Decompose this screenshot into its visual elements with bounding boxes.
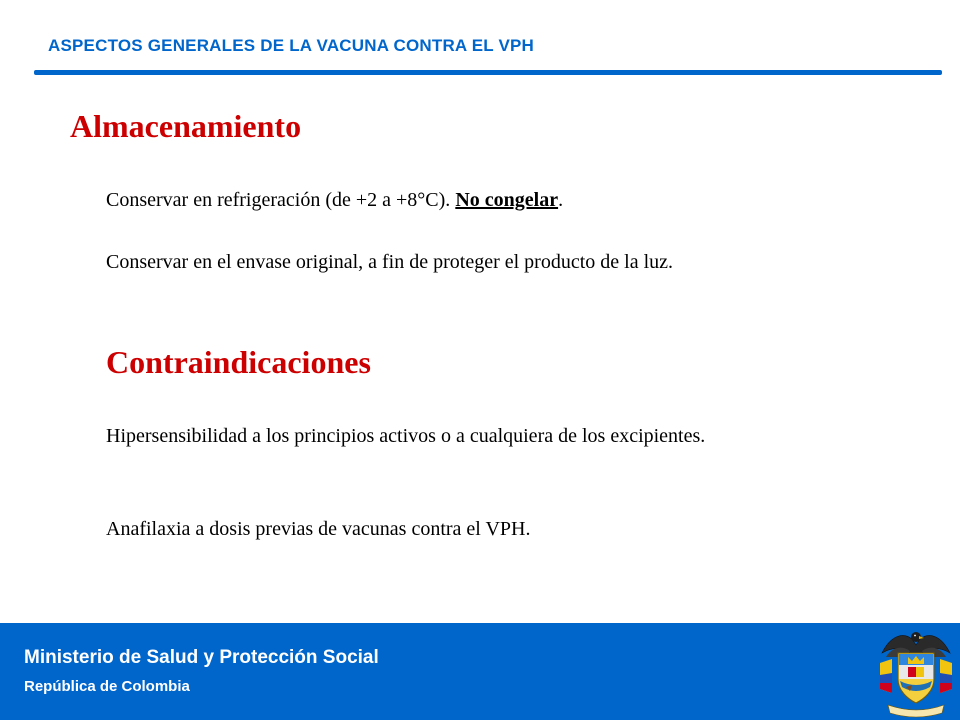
slide-header-title: ASPECTOS GENERALES DE LA VACUNA CONTRA EL VPH [48, 36, 534, 55]
contraindication-hypersensitivity: Hipersensibilidad a los principios activos o a cualquiera de los excipientes. [106, 425, 706, 447]
storage-line-refrigeration [106, 185, 563, 215]
footer-ministry-name: Ministerio de Salud y Protección Social [24, 647, 379, 668]
storage-line-refrigeration-text: Conservar en refrigeración (de +2 a +8°C). [106, 189, 456, 211]
storage-heading: Almacenamiento [70, 108, 302, 144]
contraindications-heading: Contraindicaciones [106, 344, 371, 380]
header-divider [34, 70, 942, 75]
storage-line-light: Conservar en el envase original, a fin de proteger el producto de la luz. [106, 251, 674, 273]
contraindication-anaphylaxis: Anafilaxia a dosis previas de vacunas contra el VPH. [106, 518, 531, 540]
colombia-coat-of-arms-icon [872, 623, 960, 720]
footer-country-name: República de Colombia [24, 678, 190, 695]
no-freeze-warning: No congelar [455, 189, 559, 211]
storage-line-refrigeration-suffix: . [558, 189, 564, 211]
footer-bar [0, 623, 960, 720]
